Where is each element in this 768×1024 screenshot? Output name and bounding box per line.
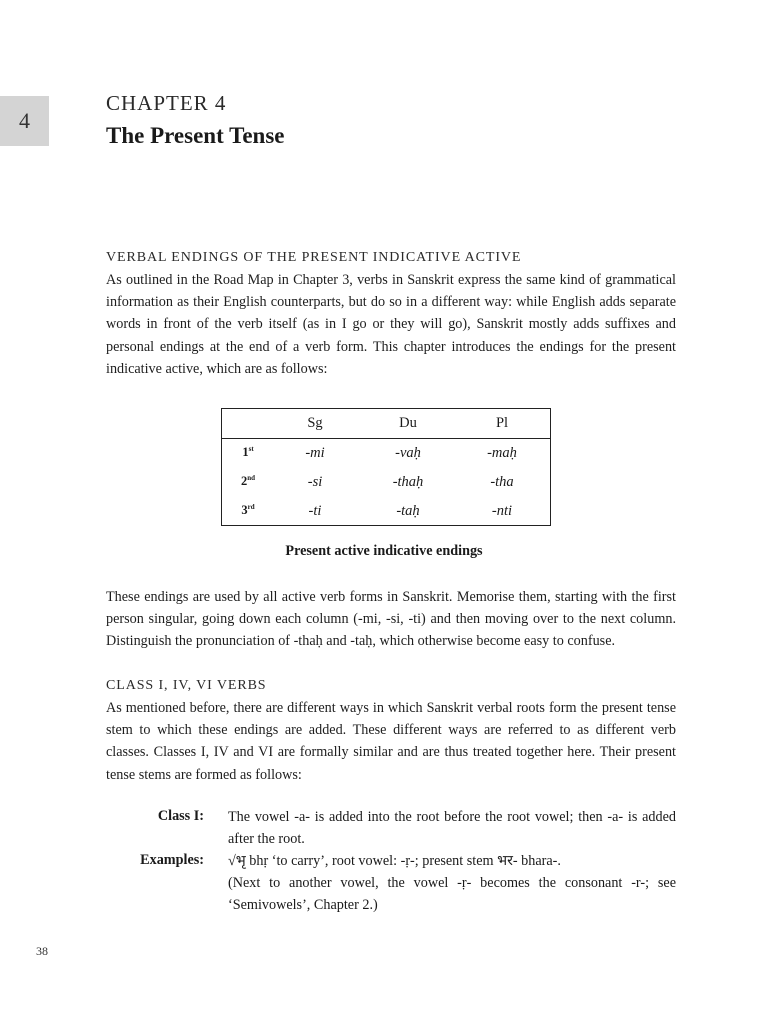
- row-label-3: 3rd: [241, 503, 255, 518]
- table-cell: -maḥ: [487, 445, 517, 461]
- table-cell: -thaḥ: [392, 474, 424, 490]
- section-heading-classes: CLASS I, IV, VI VERBS: [106, 678, 267, 693]
- endings-table: [221, 408, 551, 526]
- intro-paragraph: [106, 269, 676, 380]
- table-header-pl: Pl: [495, 415, 509, 431]
- table-header-sg: Sg: [307, 415, 323, 431]
- table-header-du: Du: [399, 415, 417, 431]
- chapter-tab: 4: [0, 96, 49, 146]
- intro-text: As outlined in the Road Map in Chapter 3, verbs in Sanskrit express the same kind of grammatical information as their English counterparts, but do so in a different way: while English adds separate words in front of the verb itself (as in I go or they will go), Sanskrit mostly adds suffixes and personal endings at the end of a verb form. This chapter introduces the endings for the present indicative active, which are as follows:: [106, 272, 676, 377]
- page-number: 38: [36, 944, 48, 958]
- example-note: (Next to another vowel, the vowel -ṛ- becomes the consonant -r-; see ‘Semivowels’, Chapter 2.): [228, 875, 676, 914]
- table-header-rule: [222, 438, 550, 439]
- table-cell: -si: [307, 474, 323, 490]
- memorise-paragraph: [106, 586, 676, 653]
- chapter-label: CHAPTER 4: [106, 91, 227, 115]
- table-cell: -nti: [491, 503, 513, 519]
- row-label-1: 1st: [242, 445, 254, 460]
- table-caption: Present active indicative endings: [285, 543, 483, 559]
- examples-label: Examples:: [140, 852, 204, 868]
- table-cell: -taḥ: [396, 503, 420, 519]
- table-cell: -mi: [305, 445, 325, 461]
- section-heading-endings: VERBAL ENDINGS OF THE PRESENT INDICATIVE ACTIVE: [106, 250, 522, 265]
- row-label-2: 2nd: [240, 474, 256, 489]
- classes-paragraph: [106, 697, 676, 786]
- table-cell: -ti: [308, 503, 322, 519]
- classes-text: As mentioned before, there are different ways in which Sanskrit verbal roots form the present tense stem to which these endings are added. These different ways are referred to as different verb classes. Classes I, IV and VI are formally similar and are thus treated together here. Their present tense stems are formed as follows:: [106, 700, 676, 783]
- table-cell: -tha: [490, 474, 514, 490]
- chapter-title: The Present Tense: [106, 123, 285, 148]
- class-i-text: The vowel -a- is added into the root before the root vowel; then -a- is added after the root.: [228, 809, 676, 848]
- table-cell: -vaḥ: [395, 445, 421, 461]
- memorise-text: These endings are used by all active verb forms in Sanskrit. Memorise them, starting with the first person singular, going down each column (-mi, -si, -ti) and then moving over to the next column. Distinguish the pronunciation of -thaḥ and -taḥ, which otherwise become easy to confuse.: [106, 589, 676, 650]
- class-i-label: Class I:: [157, 808, 204, 824]
- example-line: √भृ bhṛ ‘to carry’, root vowel: -ṛ-; present stem भर- bhara-.: [228, 853, 561, 869]
